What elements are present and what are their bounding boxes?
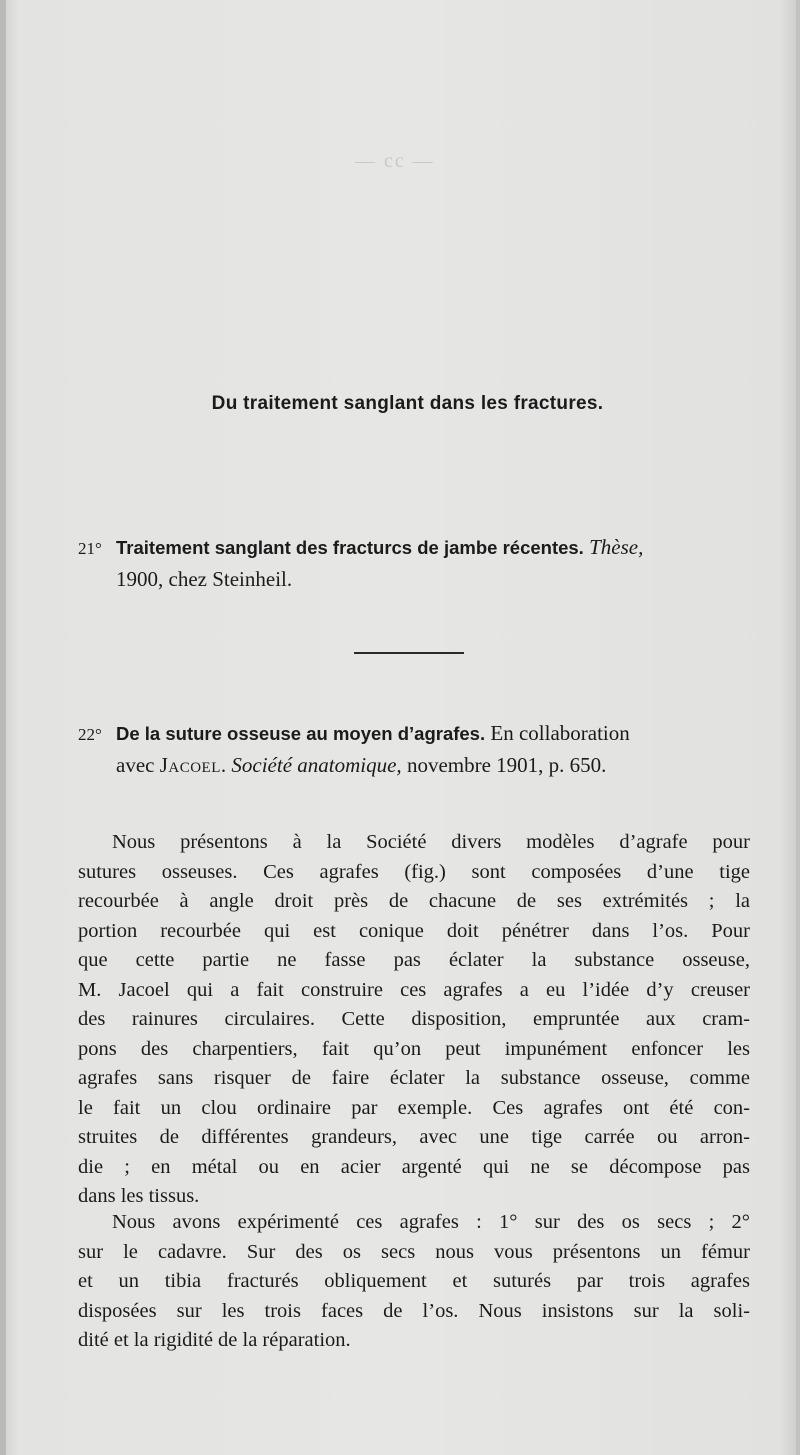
page-edge-left [0, 0, 6, 1455]
paragraph-line: Nous avons expérimenté ces agrafes : 1° sur des os secs ; 2° [112, 1211, 750, 1233]
entry-details-suffix: novembre 1901, p. 650. [401, 753, 607, 777]
faint-bleed-mark: — cc — [355, 150, 435, 172]
entry-collaboration: En collaboration [485, 721, 630, 745]
separator-rule [354, 652, 464, 654]
paragraph-line: et un tibia fracturés obliquement et suturés par trois agrafes [78, 1270, 750, 1292]
paragraph-line: sur le cadavre. Sur des os secs nous vous présentons un fémur [78, 1240, 750, 1263]
paragraph-line: struites de différentes grandeurs, avec une tige carrée ou arron- [78, 1126, 750, 1148]
entry-22 [78, 718, 750, 781]
paragraph-line: die ; en métal ou en acier argenté qui ne se décompose pas [78, 1155, 750, 1178]
paragraph-line: le fait un clou ordinaire par exemple. Ces agrafes ont été con- [78, 1096, 750, 1119]
entry-details-prefix: avec [116, 753, 160, 777]
entry-title: De la suture osseuse au moyen d’agrafes. [116, 723, 486, 744]
entry-number: 21° [78, 539, 102, 558]
paragraph-line: recourbée à angle droit près de chacune de ses extrémités ; la [78, 890, 750, 912]
paragraph-line: sutures osseuses. Ces agrafes (fig.) sont composées d’une tige [78, 860, 750, 883]
entry-details-sep: . [220, 753, 232, 777]
section-title: Du traitement sanglant dans les fractures. [211, 393, 604, 414]
paragraph-line: pons des charpentiers, fait qu’on peut impunément enfoncer les [78, 1037, 750, 1060]
paragraph-line: agrafes sans risquer de faire éclater la substance osseuse, comme [78, 1067, 750, 1089]
entry-number: 22° [78, 725, 102, 744]
entry-author: Jacoel [159, 753, 221, 777]
entry-21 [78, 532, 750, 595]
paragraph-line: que cette partie ne fasse pas éclater la substance osseuse, [78, 949, 750, 971]
paragraph-line: dans les tissus. [78, 1185, 200, 1207]
paragraph-line: M. Jacoel qui a fait construire ces agrafes a eu l’idée d’y creuser [78, 978, 750, 1001]
paragraph-1 [78, 828, 750, 1212]
entry-details [78, 750, 750, 781]
paragraph-line: disposées sur les trois faces de l’os. Nous insistons sur la soli- [78, 1299, 750, 1322]
paragraph-2 [78, 1208, 750, 1356]
entry-publication: Société anatomique, [231, 753, 402, 777]
page-edge-right [796, 0, 800, 1455]
paragraph-line: dité et la rigidité de la réparation. [78, 1329, 351, 1351]
entry-title: Traitement sanglant des fracturcs de jambe récentes. [116, 537, 584, 558]
paragraph-line: portion recourbée qui est conique doit pénétrer dans l’os. Pour [78, 919, 750, 942]
entry-details: 1900, chez Steinheil. [116, 567, 293, 591]
paragraph-line: des rainures circulaires. Cette disposition, empruntée aux cram- [78, 1008, 750, 1030]
paragraph-line: Nous présentons à la Société divers modèles d’agrafe pour [112, 831, 750, 853]
entry-publication: Thèse, [589, 535, 644, 559]
